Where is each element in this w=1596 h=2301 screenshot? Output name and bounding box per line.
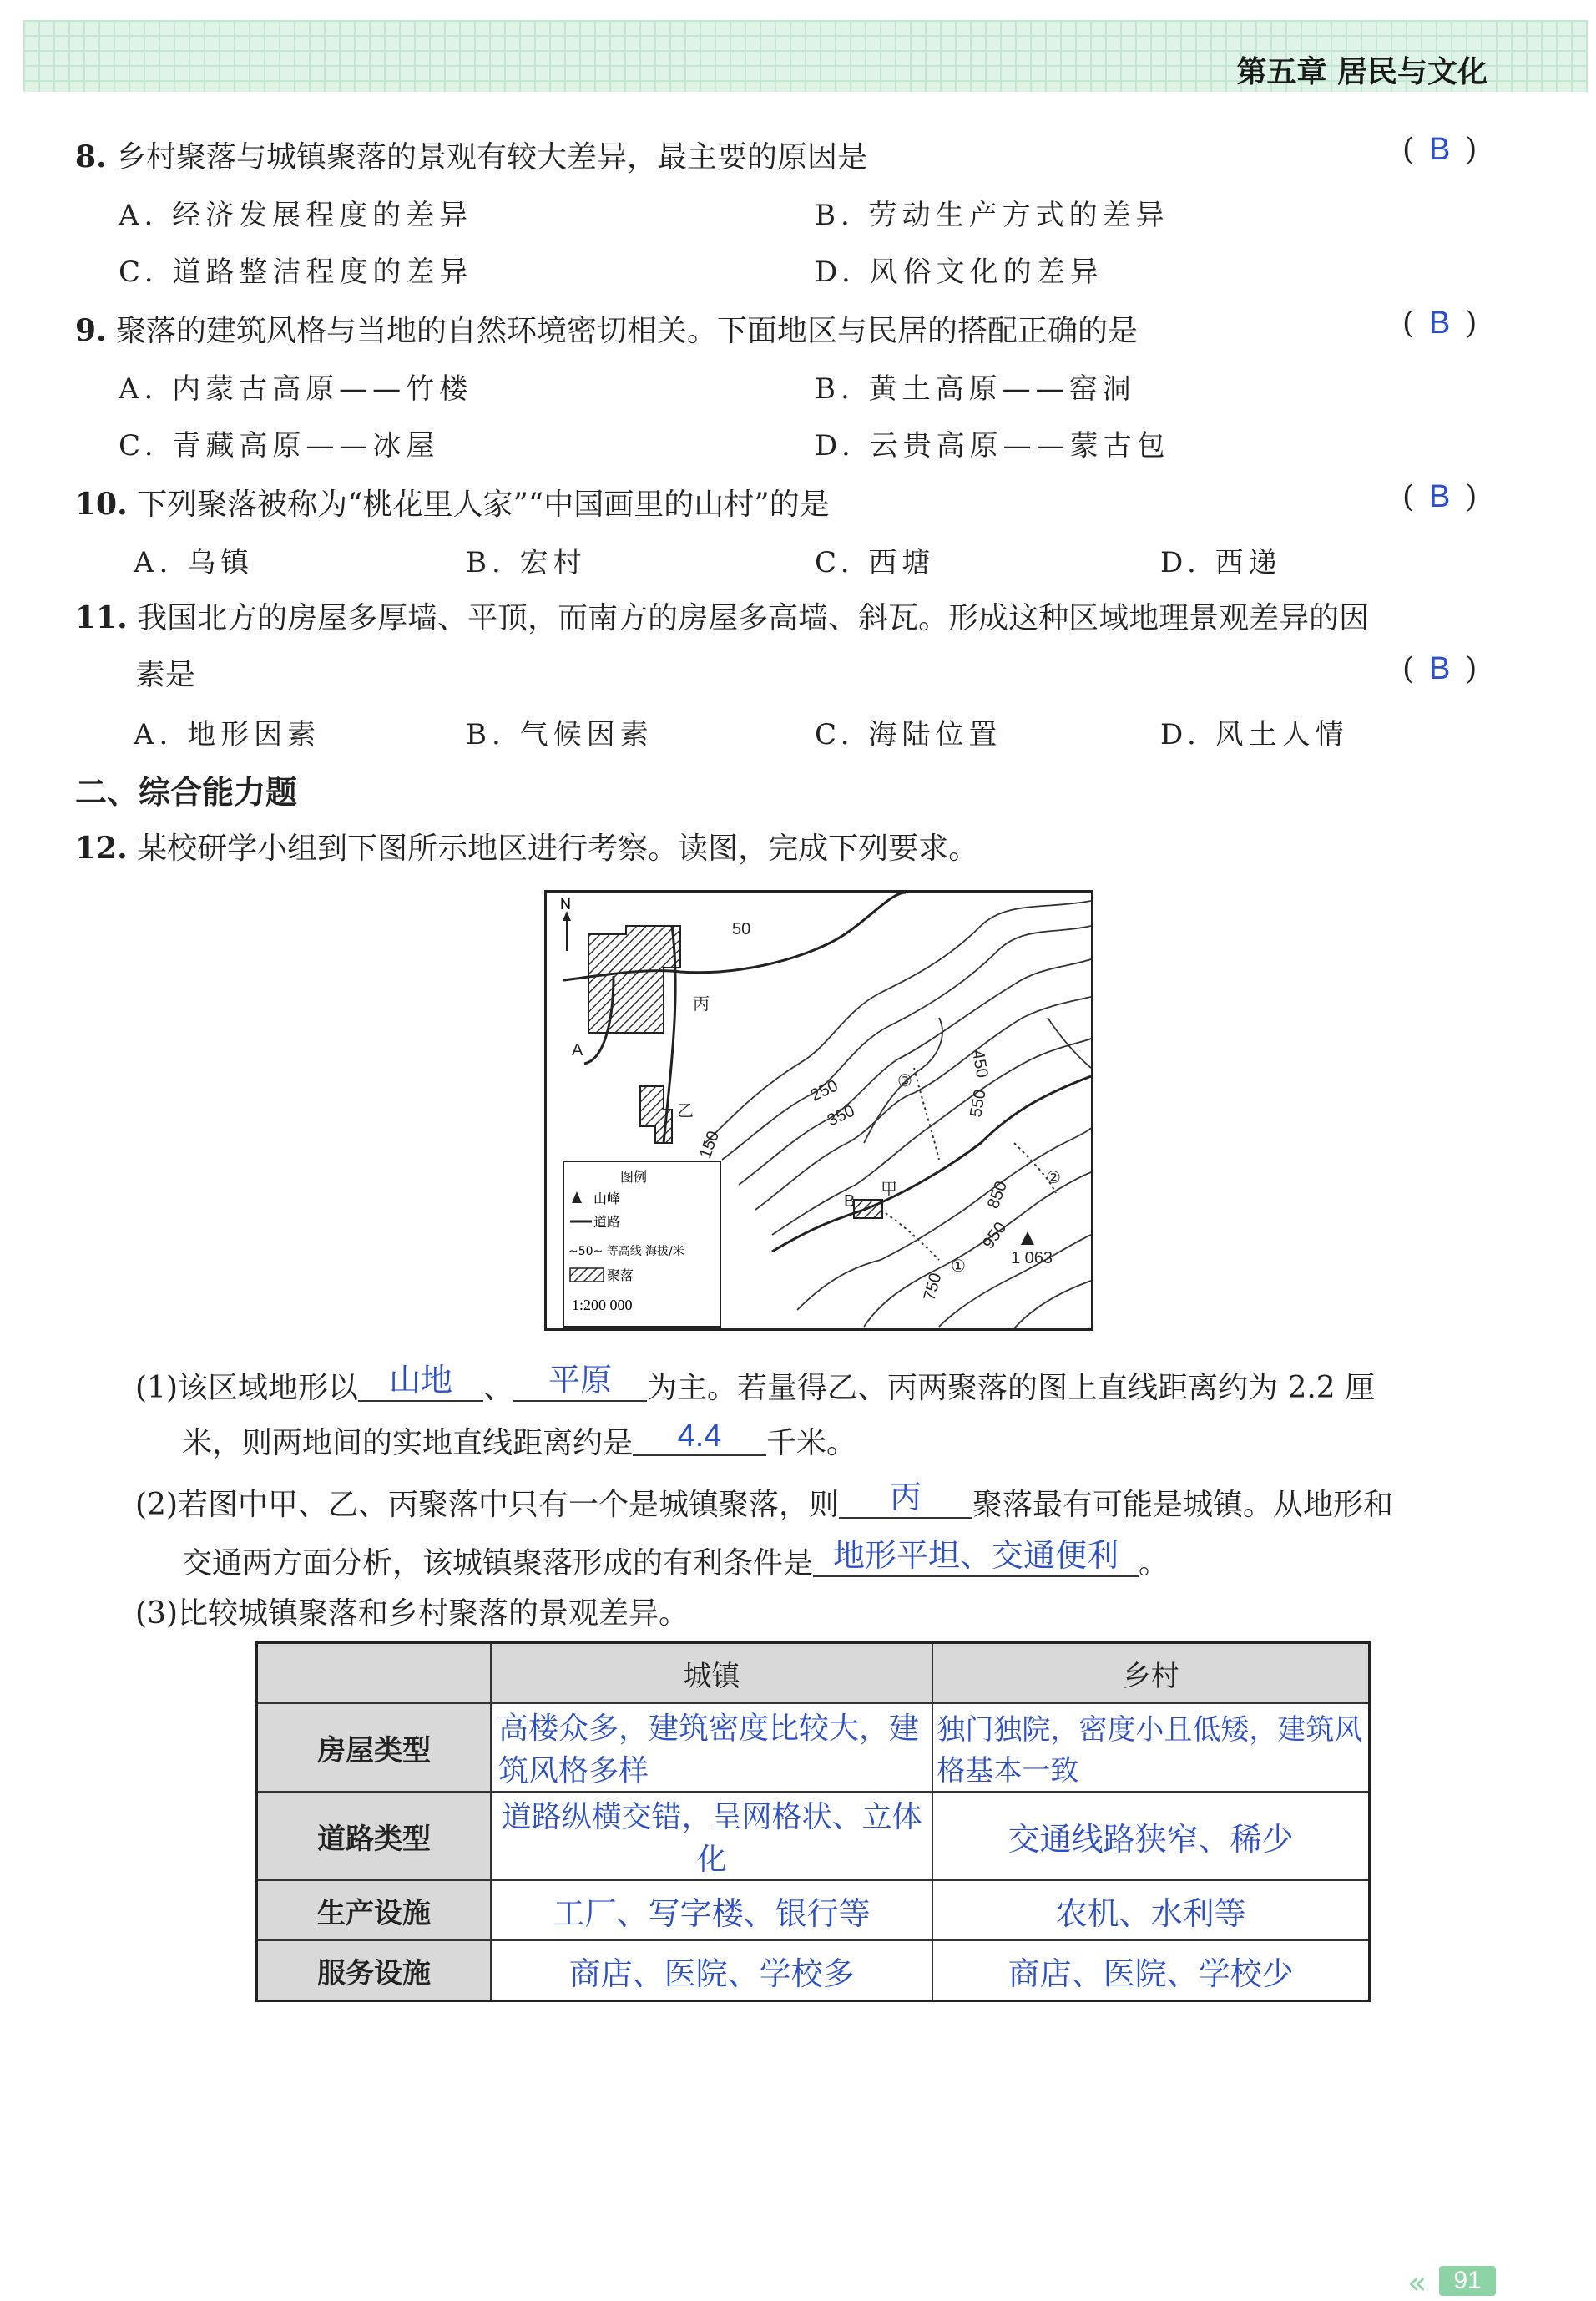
text: 。 (1139, 1546, 1169, 1580)
contour-label: 150 (696, 1128, 724, 1161)
contour-label: 250 (807, 1076, 841, 1105)
table-header-row (257, 1643, 1370, 1704)
town-cell: 高楼众多，建筑密度比较大，建筑风格多样 (491, 1703, 932, 1792)
option: C. 青藏高原——冰屋 (119, 429, 440, 463)
answer-choice: B (1429, 132, 1451, 167)
table-header (257, 1643, 492, 1704)
subquestion-2 (135, 1478, 1393, 1525)
contour-label: 350 (824, 1101, 858, 1130)
question-text-cont: 素是 (135, 658, 196, 692)
north-label: N (560, 896, 571, 913)
town-cell: 商店、医院、学校多 (491, 1940, 932, 2001)
subquestion-2-cont (182, 1536, 1169, 1584)
contour-label: 950 (979, 1218, 1011, 1252)
answer-bracket: ( B ) (1402, 306, 1477, 341)
answer-bracket: ( B ) (1402, 479, 1477, 514)
subquestion-3: (3)比较城镇聚落和乡村聚落的景观差异。 (135, 1596, 689, 1631)
river (881, 1210, 939, 1260)
legend-peak: 山峰 (593, 1191, 621, 1206)
answer-blank[interactable]: 山地 (358, 1354, 483, 1402)
text: (1)该区域地形以 (135, 1371, 358, 1405)
question-number: 12. (75, 831, 128, 866)
question-text: 乡村聚落与城镇聚落的景观有较大差异，最主要的原因是 (116, 140, 868, 174)
town-cell: 道路纵横交错，呈网格状、立体化 (491, 1792, 932, 1880)
legend-settlement: 聚落 (607, 1267, 634, 1283)
option: B. 黄土高原——窑洞 (815, 372, 1136, 406)
text: 米，则两地间的实地直线距离约是 (182, 1426, 634, 1460)
question-text: 我国北方的房屋多厚墙、平顶，而南方的房屋多高墙、斜瓦。形成这种区域地理景观差异的因 (137, 601, 1370, 635)
option: D. 风俗文化的差异 (815, 255, 1104, 289)
answer-choice: B (1429, 479, 1451, 514)
row-label: 服务设施 (257, 1940, 492, 2001)
contour-label: 550 (967, 1088, 990, 1119)
option: D. 风土人情 (1160, 718, 1349, 751)
peak-elevation: 1 063 (1011, 1249, 1053, 1267)
answer-bracket: ( B ) (1402, 651, 1477, 686)
contour-label: 450 (968, 1049, 992, 1080)
option: B. 劳动生产方式的差异 (815, 199, 1169, 232)
question-text: 下列聚落被称为“桃花里人家”“中国画里的山村”的是 (137, 488, 830, 522)
page-number: 91 (1439, 2266, 1496, 2296)
point-a-label: A (572, 1041, 583, 1059)
row-label: 道路类型 (257, 1792, 492, 1880)
answer-blank[interactable]: 4.4 (633, 1419, 766, 1456)
point-b-label: B (844, 1192, 856, 1211)
table-row (257, 1880, 1370, 1940)
legend-road: 道路 (593, 1214, 621, 1230)
answer-blank[interactable]: 地形平坦、交通便利 (813, 1530, 1139, 1577)
question-text: 聚落的建筑风格与当地的自然环境密切相关。下面地区与民居的搭配正确的是 (116, 314, 1139, 348)
option: A. 内蒙古高原——竹楼 (119, 372, 473, 406)
contour-label: 750 (920, 1271, 946, 1303)
question-number: 8. (75, 139, 107, 174)
question-number: 11. (75, 600, 128, 635)
yi-label: 乙 (677, 1100, 694, 1120)
contour-map (544, 890, 1093, 1331)
village-cell: 交通线路狭窄、稀少 (932, 1792, 1369, 1880)
contour-label: 50 (732, 920, 751, 938)
option: A. 经济发展程度的差异 (119, 199, 473, 232)
answer-blank[interactable]: 丙 (839, 1471, 972, 1519)
jia-label: 甲 (881, 1179, 897, 1199)
question-text: 某校研学小组到下图所示地区进行考察。读图，完成下列要求。 (137, 832, 979, 866)
option: C. 西塘 (815, 546, 936, 579)
bing-label: 丙 (693, 994, 710, 1014)
table-header: 城镇 (491, 1643, 932, 1704)
question-10 (75, 481, 830, 523)
river (914, 1068, 939, 1160)
comparison-table (255, 1641, 1371, 2002)
option: C. 海陆位置 (815, 718, 1003, 751)
answer-choice: B (1429, 306, 1451, 341)
subquestion-1 (135, 1361, 1375, 1408)
answer-blank[interactable]: 平原 (513, 1354, 647, 1402)
text: 、 (483, 1371, 514, 1405)
legend-title: 图例 (620, 1169, 648, 1185)
map-drawing (547, 893, 1091, 1328)
question-11 (75, 594, 1369, 637)
route-2: ② (1046, 1167, 1061, 1187)
question-number: 9. (75, 313, 107, 348)
route-1: ① (951, 1256, 966, 1276)
table-row (257, 1703, 1370, 1792)
row-label: 房屋类型 (257, 1703, 492, 1792)
contour-label: 850 (984, 1178, 1012, 1211)
route-3: ③ (897, 1070, 912, 1090)
town-cell: 工厂、写字楼、银行等 (491, 1880, 932, 1940)
text: 千米。 (766, 1426, 857, 1460)
text: 交通两方面分析，该城镇聚落形成的有利条件是 (182, 1546, 814, 1580)
settlement-bing (588, 926, 680, 1033)
option: B. 宏村 (466, 546, 587, 579)
row-label: 生产设施 (257, 1880, 492, 1940)
question-9 (75, 307, 1138, 350)
text: 为主。若量得乙、丙两聚落的图上直线距离约为 2.2 厘 (647, 1371, 1376, 1405)
village-cell: 农机、水利等 (932, 1880, 1369, 1940)
chevron-left-icon: « (1407, 2264, 1427, 2301)
table-row (257, 1792, 1370, 1880)
subquestion-1-cont (182, 1419, 856, 1463)
option: D. 云贵高原——蒙古包 (815, 429, 1170, 463)
legend-contour: ~50~ 等高线 海拔/米 (568, 1245, 684, 1258)
chapter-title: 第五章 居民与文化 (1236, 55, 1487, 89)
answer-bracket: ( B ) (1402, 132, 1477, 167)
question-8 (75, 134, 867, 176)
section-title: 二、综合能力题 (75, 774, 298, 811)
option: A. 乌镇 (134, 546, 255, 579)
option: B. 气候因素 (466, 718, 654, 751)
option: C. 道路整洁程度的差异 (119, 255, 473, 289)
legend-scale: 1:200 000 (572, 1297, 633, 1313)
table-row (257, 1940, 1370, 2001)
text: (2)若图中甲、乙、丙聚落中只有一个是城镇聚落，则 (135, 1488, 839, 1522)
text: 聚落最有可能是城镇。从地形和 (972, 1488, 1394, 1522)
option: A. 地形因素 (134, 718, 321, 751)
map-legend (563, 1161, 720, 1327)
question-number: 10. (75, 487, 128, 522)
village-cell: 独门独院，密度小且低矮，建筑风格基本一致 (932, 1703, 1369, 1792)
table-header: 乡村 (932, 1643, 1369, 1704)
peak-icon (1021, 1231, 1034, 1245)
answer-choice: B (1429, 651, 1451, 686)
question-12 (75, 825, 978, 867)
option: D. 西递 (1160, 546, 1282, 579)
village-cell: 商店、医院、学校少 (932, 1940, 1369, 2001)
